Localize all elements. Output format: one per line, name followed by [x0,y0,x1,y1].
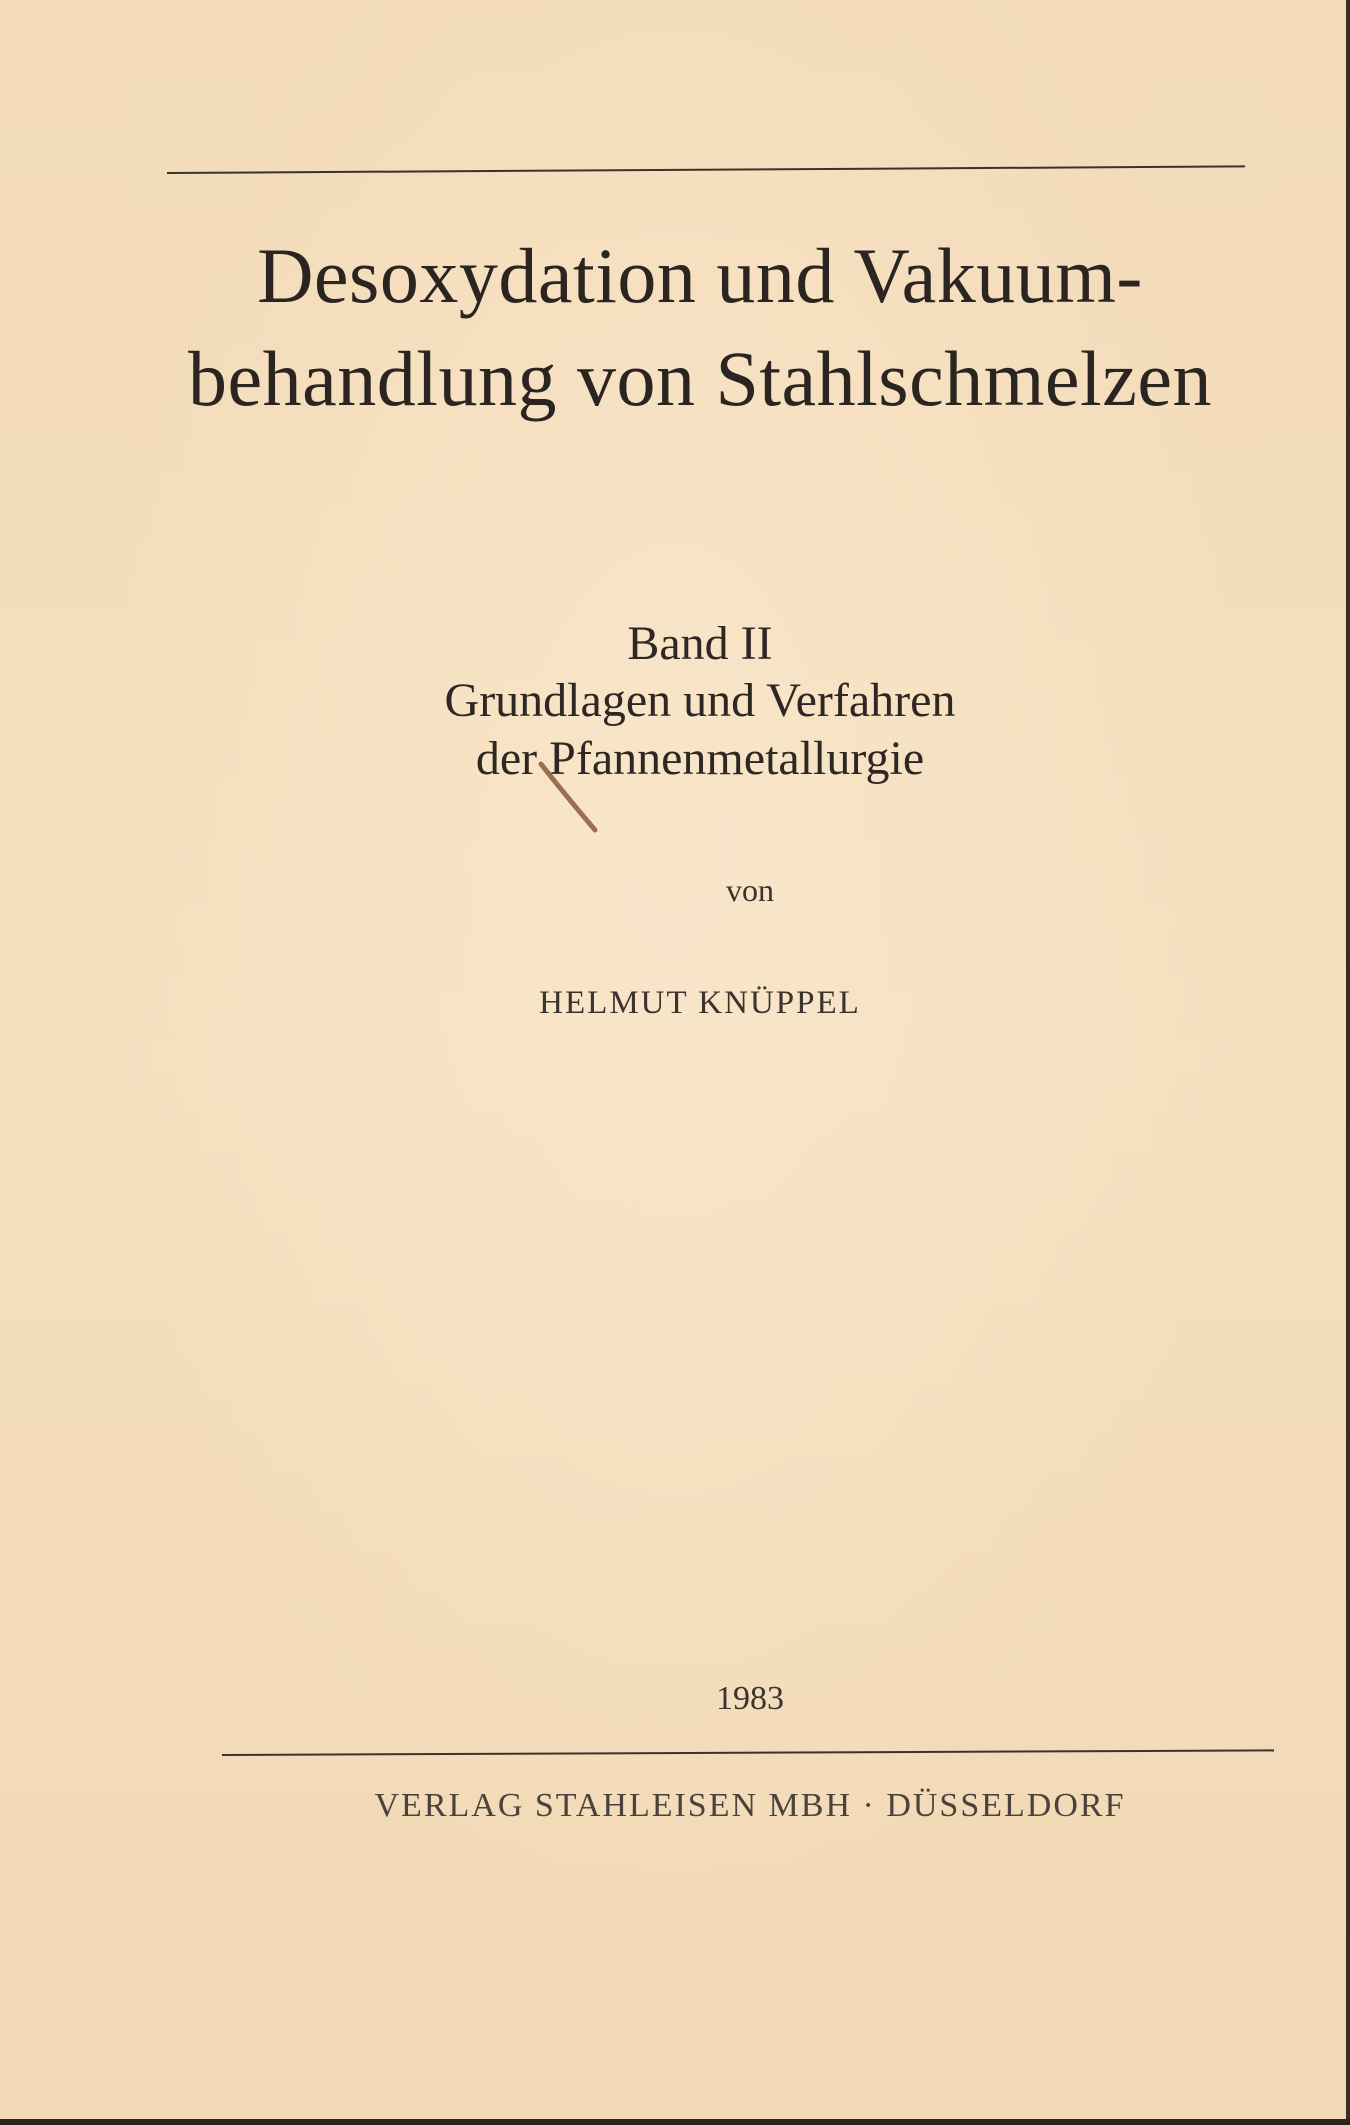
book-title-line-2: behandlung von Stahlschmelzen [188,335,1212,422]
bottom-rule [222,1749,1274,1756]
by-label: von [726,872,774,908]
page-edge-right [1346,0,1350,2125]
book-title-line-1: Desoxydation und Vakuum- [257,232,1143,319]
author-name: HELMUT KNÜPPEL [539,985,861,1021]
publisher-line: VERLAG STAHLEISEN MBH · DÜSSELDORF [374,1787,1126,1824]
top-rule [167,165,1245,174]
volume-subtitle-line-1: Grundlagen und Verfahren [444,674,956,727]
publication-year: 1983 [716,1680,784,1717]
volume-number: Band II [627,617,773,670]
pen-mark [535,760,605,835]
volume-subtitle-line-2: der Pfannenmetallurgie [475,732,925,785]
page-edge-bottom [0,2119,1350,2125]
